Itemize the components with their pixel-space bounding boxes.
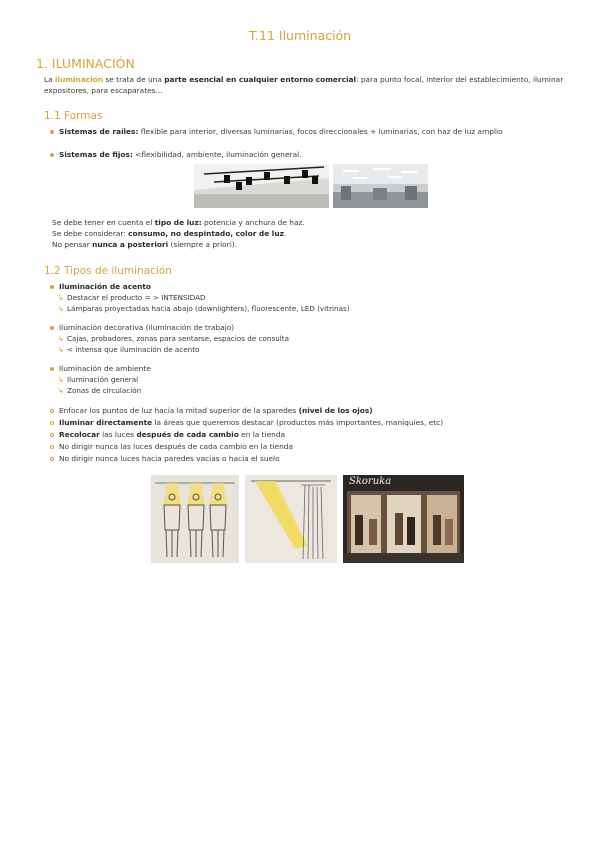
subheading-formas: 1.1 Formas xyxy=(44,110,103,122)
bullet-dot-icon xyxy=(50,367,54,371)
arrow-icon: ↳ xyxy=(58,375,65,384)
ring-bullet-icon xyxy=(50,421,54,425)
list-item-decorativa: Iluminación decorativa (iluminación de trabajo) xyxy=(50,323,565,334)
tip-item: No dirigir nunca las luces después de cada cambio en la tienda xyxy=(50,442,565,453)
arrow-icon: ↳ xyxy=(58,345,65,354)
wall-light-sketch-image xyxy=(245,475,337,563)
arrow-icon: ↳ xyxy=(58,334,65,343)
ring-bullet-icon xyxy=(50,409,54,413)
bullet-dot-icon xyxy=(50,285,54,289)
store-sign-text: Skoruka xyxy=(349,476,392,487)
sub-item: ↳ Lámparas proyectadas hacia abajo (downlighters), fluorescente, LED (vitrinas) xyxy=(58,304,350,313)
sub-item: ↳ Destacar el producto = > INTENSIDAD xyxy=(58,293,206,302)
tip-item: Recolocar las luces después de cada cambio en la tienda xyxy=(50,430,565,441)
page-title: T.11 Iluminación xyxy=(248,28,352,43)
ring-bullet-icon xyxy=(50,445,54,449)
arrow-icon: ↳ xyxy=(58,386,65,395)
list-item-acento: Iluminación de acento xyxy=(50,282,565,293)
fixed-lights-image xyxy=(333,164,428,208)
tip-item: Iluminar directamente la áreas que queremos destacar (productos más importantes, maniquíes, etc) xyxy=(50,418,565,429)
note-posteriori: No pensar nunca a posteriori (siempre a priori). xyxy=(52,240,237,249)
list-item-ambiente: Iluminación de ambiente xyxy=(50,364,565,375)
bullet-dot-icon xyxy=(50,326,54,330)
sub-item: ↳ < intensa que iluminación de acento xyxy=(58,345,200,354)
note-tipo-luz: Se debe tener en cuenta el tipo de luz: potencia y anchura de haz. xyxy=(52,218,305,227)
list-item-raíles: Sistemas de raíles: flexible para interior, diversas luminarias, focos direccionales + luminarias, con haz de luz amplio xyxy=(50,127,565,138)
ring-bullet-icon xyxy=(50,457,54,461)
store-photo-image xyxy=(343,475,464,563)
arrow-icon: ↳ xyxy=(58,293,65,302)
ring-bullet-icon xyxy=(50,433,54,437)
sub-item: ↳ Cajas, probadores, zonas para sentarse, espacios de consulta xyxy=(58,334,289,343)
tip-item: No dirigir nunca luces hacia paredes vacías o hacia el suelo xyxy=(50,454,565,465)
tip-item: Enfocar los puntos de luz hacia la mitad superior de la sparedes (nivel de los ojos) xyxy=(50,406,565,417)
sub-item: ↳ Zonas de circulación xyxy=(58,386,142,395)
rail-lights-image xyxy=(194,164,329,208)
intro-paragraph: La iluminación se trata de una parte esencial en cualquier entorno comercial: para punto focal, interior del establecimiento, iluminar expositores, para escaparates... xyxy=(44,75,564,95)
list-item-fijos: Sistemas de fijos: <flexibilidad, ambiente, iluminación general. xyxy=(50,150,565,161)
bullet-dot-icon xyxy=(50,153,54,157)
sub-item: ↳ Iluminación general xyxy=(58,375,139,384)
subheading-tipos: 1.2 Tipos de iluminación xyxy=(44,265,172,277)
mannequin-sketch-image xyxy=(151,475,239,563)
section-heading-iluminacion: 1. ILUMINACIÓN xyxy=(36,56,135,71)
bullet-dot-icon xyxy=(50,130,54,134)
note-considerar: Se debe considerar: consumo, no despintado, color de luz. xyxy=(52,229,287,238)
arrow-icon: ↳ xyxy=(58,304,65,313)
